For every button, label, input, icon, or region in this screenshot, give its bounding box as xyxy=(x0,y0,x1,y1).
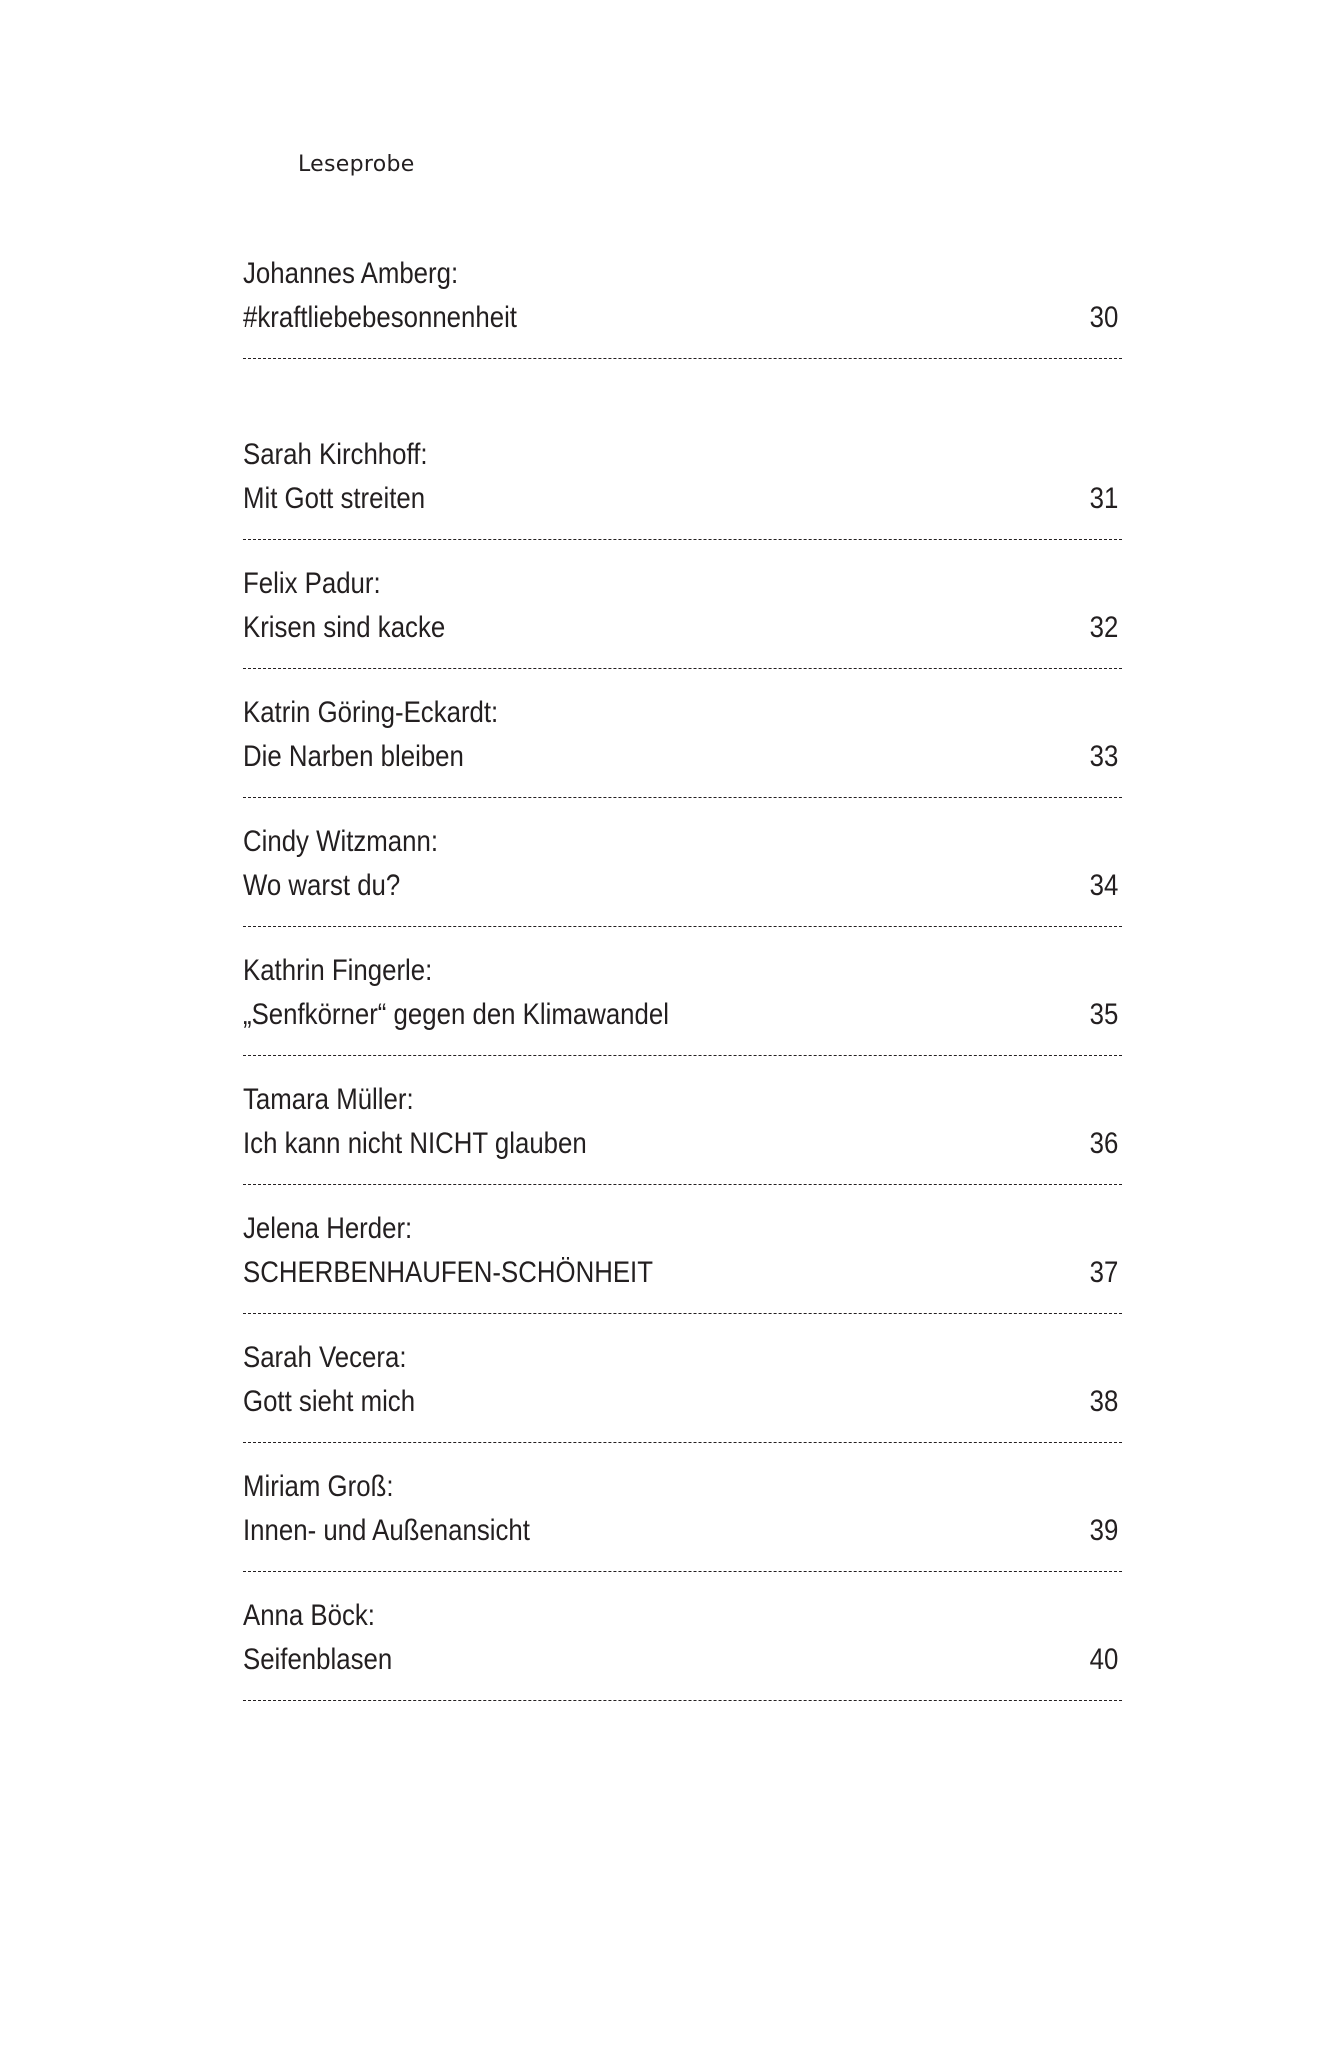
toc-page-number: 32 xyxy=(1089,611,1118,644)
toc-title-row xyxy=(243,735,1122,779)
toc-page-number: 37 xyxy=(1089,1256,1118,1289)
toc-title: SCHERBENHAUFEN-SCHÖNHEIT xyxy=(243,1256,653,1289)
toc-title: Krisen sind kacke xyxy=(243,611,446,644)
table-of-contents xyxy=(243,252,1122,1723)
toc-page-number: 31 xyxy=(1089,482,1118,515)
toc-author: Katrin Göring-Eckardt: xyxy=(243,696,499,729)
toc-page-number: 34 xyxy=(1089,869,1118,902)
toc-entry xyxy=(243,691,1122,798)
toc-title-row xyxy=(243,1638,1122,1682)
toc-entry xyxy=(243,433,1122,540)
toc-title: „Senfkörner“ gegen den Klimawandel xyxy=(243,998,669,1031)
toc-author: Anna Böck: xyxy=(243,1599,375,1632)
toc-entry xyxy=(243,949,1122,1056)
toc-title: Innen- und Außenansicht xyxy=(243,1514,530,1547)
toc-author: Sarah Vecera: xyxy=(243,1341,407,1374)
toc-author: Sarah Kirchhoff: xyxy=(243,438,428,471)
toc-page-number: 39 xyxy=(1089,1514,1118,1547)
toc-page-number: 30 xyxy=(1089,301,1118,334)
toc-entry xyxy=(243,1336,1122,1443)
toc-author: Kathrin Fingerle: xyxy=(243,954,433,987)
toc-title-row xyxy=(243,1380,1122,1424)
toc-author: Johannes Amberg: xyxy=(243,257,459,290)
toc-author: Jelena Herder: xyxy=(243,1212,413,1245)
toc-title-row xyxy=(243,296,1122,340)
toc-entry xyxy=(243,252,1122,359)
toc-entry xyxy=(243,562,1122,669)
toc-author: Miriam Groß: xyxy=(243,1470,394,1503)
toc-title: Ich kann nicht NICHT glauben xyxy=(243,1127,587,1160)
toc-title-row xyxy=(243,1122,1122,1166)
toc-title: Mit Gott streiten xyxy=(243,482,426,515)
toc-title-row xyxy=(243,1509,1122,1553)
toc-entry xyxy=(243,1078,1122,1185)
toc-page-number: 40 xyxy=(1089,1643,1118,1676)
toc-title-row xyxy=(243,606,1122,650)
toc-title-row xyxy=(243,1251,1122,1295)
toc-author: Felix Padur: xyxy=(243,567,381,600)
toc-author: Tamara Müller: xyxy=(243,1083,414,1116)
toc-title-row xyxy=(243,864,1122,908)
toc-title: #kraftliebebesonnenheit xyxy=(243,301,517,334)
toc-title: Gott sieht mich xyxy=(243,1385,416,1418)
toc-page-number: 38 xyxy=(1089,1385,1118,1418)
toc-entry xyxy=(243,1594,1122,1701)
toc-entry xyxy=(243,1465,1122,1572)
toc-title-row xyxy=(243,993,1122,1037)
toc-title: Die Narben bleiben xyxy=(243,740,464,773)
toc-entry xyxy=(243,820,1122,927)
toc-title: Seifenblasen xyxy=(243,1643,393,1676)
toc-page-number: 35 xyxy=(1089,998,1118,1031)
toc-page-number: 36 xyxy=(1089,1127,1118,1160)
toc-title: Wo warst du? xyxy=(243,869,401,902)
toc-title-row xyxy=(243,477,1122,521)
page-header: Leseprobe xyxy=(298,152,415,177)
toc-page-number: 33 xyxy=(1089,740,1118,773)
toc-author: Cindy Witzmann: xyxy=(243,825,438,858)
toc-entry xyxy=(243,1207,1122,1314)
